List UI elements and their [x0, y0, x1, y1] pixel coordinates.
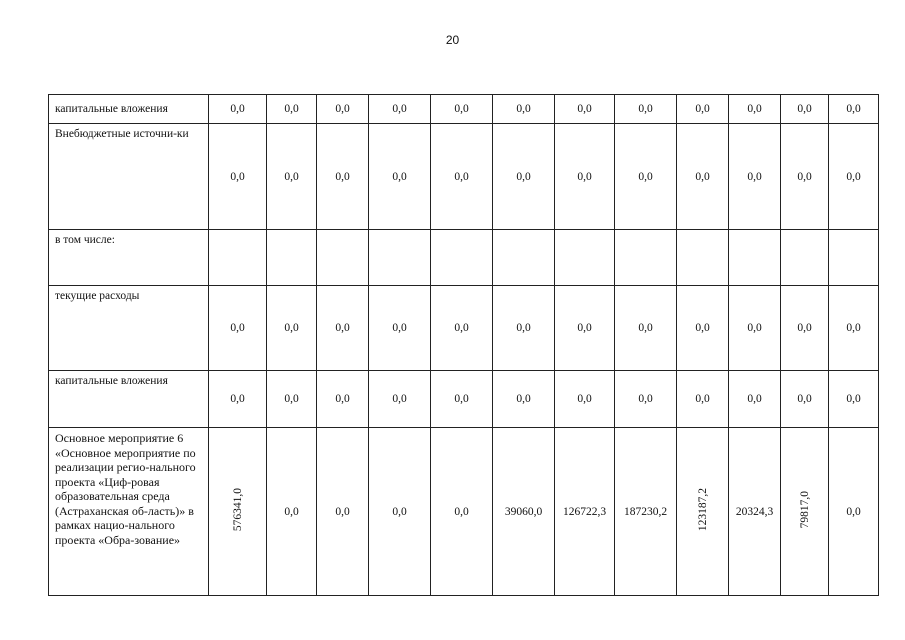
table-cell: 0,0 [555, 124, 615, 230]
table-cell [317, 230, 369, 286]
table-cell: 0,0 [369, 286, 431, 371]
table-cell: 0,0 [267, 124, 317, 230]
table-cell: 126722,3 [555, 428, 615, 596]
table-cell: 0,0 [369, 371, 431, 428]
table-cell: 0,0 [555, 371, 615, 428]
table-cell: 0,0 [729, 286, 781, 371]
row-label: в том числе: [49, 230, 209, 286]
table-row [49, 95, 879, 124]
table-cell: 0,0 [369, 124, 431, 230]
table-cell: 0,0 [677, 95, 729, 124]
table-cell [729, 230, 781, 286]
table-cell: 0,0 [209, 95, 267, 124]
table-cell: 0,0 [431, 124, 493, 230]
table-row [49, 230, 879, 286]
table-cell: 0,0 [431, 428, 493, 596]
table-cell: 0,0 [317, 428, 369, 596]
row-label: капитальные вложения [49, 95, 209, 124]
table-row [49, 286, 879, 371]
row-label: Основное мероприятие 6 «Основное мероприятие по реализации регио-нального проекта «Циф-ровая образовательная среда (Астраханская об-ласть)» в рамках нацио-нального проекта «Обра-зование» [49, 428, 209, 596]
table-cell: 187230,2 [615, 428, 677, 596]
rotated-value: 79817,0 [798, 490, 811, 529]
table-cell: 0,0 [369, 428, 431, 596]
table-cell: 0,0 [781, 371, 829, 428]
table-cell: 0,0 [431, 286, 493, 371]
table-cell: 39060,0 [493, 428, 555, 596]
table-cell: 0,0 [431, 371, 493, 428]
row-label: текущие расходы [49, 286, 209, 371]
table-cell: 0,0 [677, 371, 729, 428]
table-cell: 0,0 [829, 95, 879, 124]
table-cell: 0,0 [209, 124, 267, 230]
rotated-value: 123187,2 [696, 487, 709, 532]
table-cell: 0,0 [729, 95, 781, 124]
table-cell [555, 230, 615, 286]
table-cell [369, 230, 431, 286]
table-cell [493, 230, 555, 286]
table-row [49, 428, 879, 596]
table-cell [781, 428, 829, 596]
rotated-value: 576341,0 [231, 487, 244, 532]
table-cell: 0,0 [615, 371, 677, 428]
table-cell: 0,0 [829, 124, 879, 230]
table-cell [431, 230, 493, 286]
table-cell: 0,0 [493, 124, 555, 230]
table-cell: 0,0 [209, 371, 267, 428]
table-cell: 0,0 [493, 95, 555, 124]
table-cell: 0,0 [493, 371, 555, 428]
table-cell: 0,0 [555, 286, 615, 371]
table-cell [829, 230, 879, 286]
table-cell: 0,0 [267, 428, 317, 596]
table-cell: 0,0 [317, 95, 369, 124]
table-cell: 0,0 [267, 371, 317, 428]
table-cell: 0,0 [729, 371, 781, 428]
table-cell: 0,0 [829, 286, 879, 371]
table-cell: 0,0 [729, 124, 781, 230]
table-cell [267, 230, 317, 286]
table-cell: 0,0 [781, 95, 829, 124]
table-cell: 0,0 [493, 286, 555, 371]
table-cell: 0,0 [677, 286, 729, 371]
table-cell: 0,0 [267, 95, 317, 124]
table-row [49, 124, 879, 230]
table-cell: 0,0 [615, 95, 677, 124]
table-cell: 0,0 [781, 124, 829, 230]
table-cell [209, 428, 267, 596]
table-cell: 0,0 [781, 286, 829, 371]
table-cell: 0,0 [317, 371, 369, 428]
table-row [49, 371, 879, 428]
table-cell: 0,0 [615, 286, 677, 371]
table-cell: 0,0 [555, 95, 615, 124]
table-cell: 0,0 [829, 371, 879, 428]
budget-table [48, 94, 879, 596]
table-cell: 0,0 [267, 286, 317, 371]
table-cell [677, 230, 729, 286]
table-cell: 20324,3 [729, 428, 781, 596]
table-cell: 0,0 [369, 95, 431, 124]
row-label: Внебюджетные источни-ки [49, 124, 209, 230]
table-cell: 0,0 [317, 286, 369, 371]
row-label: капитальные вложения [49, 371, 209, 428]
table-cell: 0,0 [431, 95, 493, 124]
table-cell [615, 230, 677, 286]
table-cell: 0,0 [829, 428, 879, 596]
table-cell: 0,0 [615, 124, 677, 230]
table-cell: 0,0 [317, 124, 369, 230]
page-number: 20 [445, 33, 460, 47]
table-cell: 0,0 [209, 286, 267, 371]
table-cell [209, 230, 267, 286]
table-cell: 0,0 [677, 124, 729, 230]
table-cell [781, 230, 829, 286]
table-cell [677, 428, 729, 596]
